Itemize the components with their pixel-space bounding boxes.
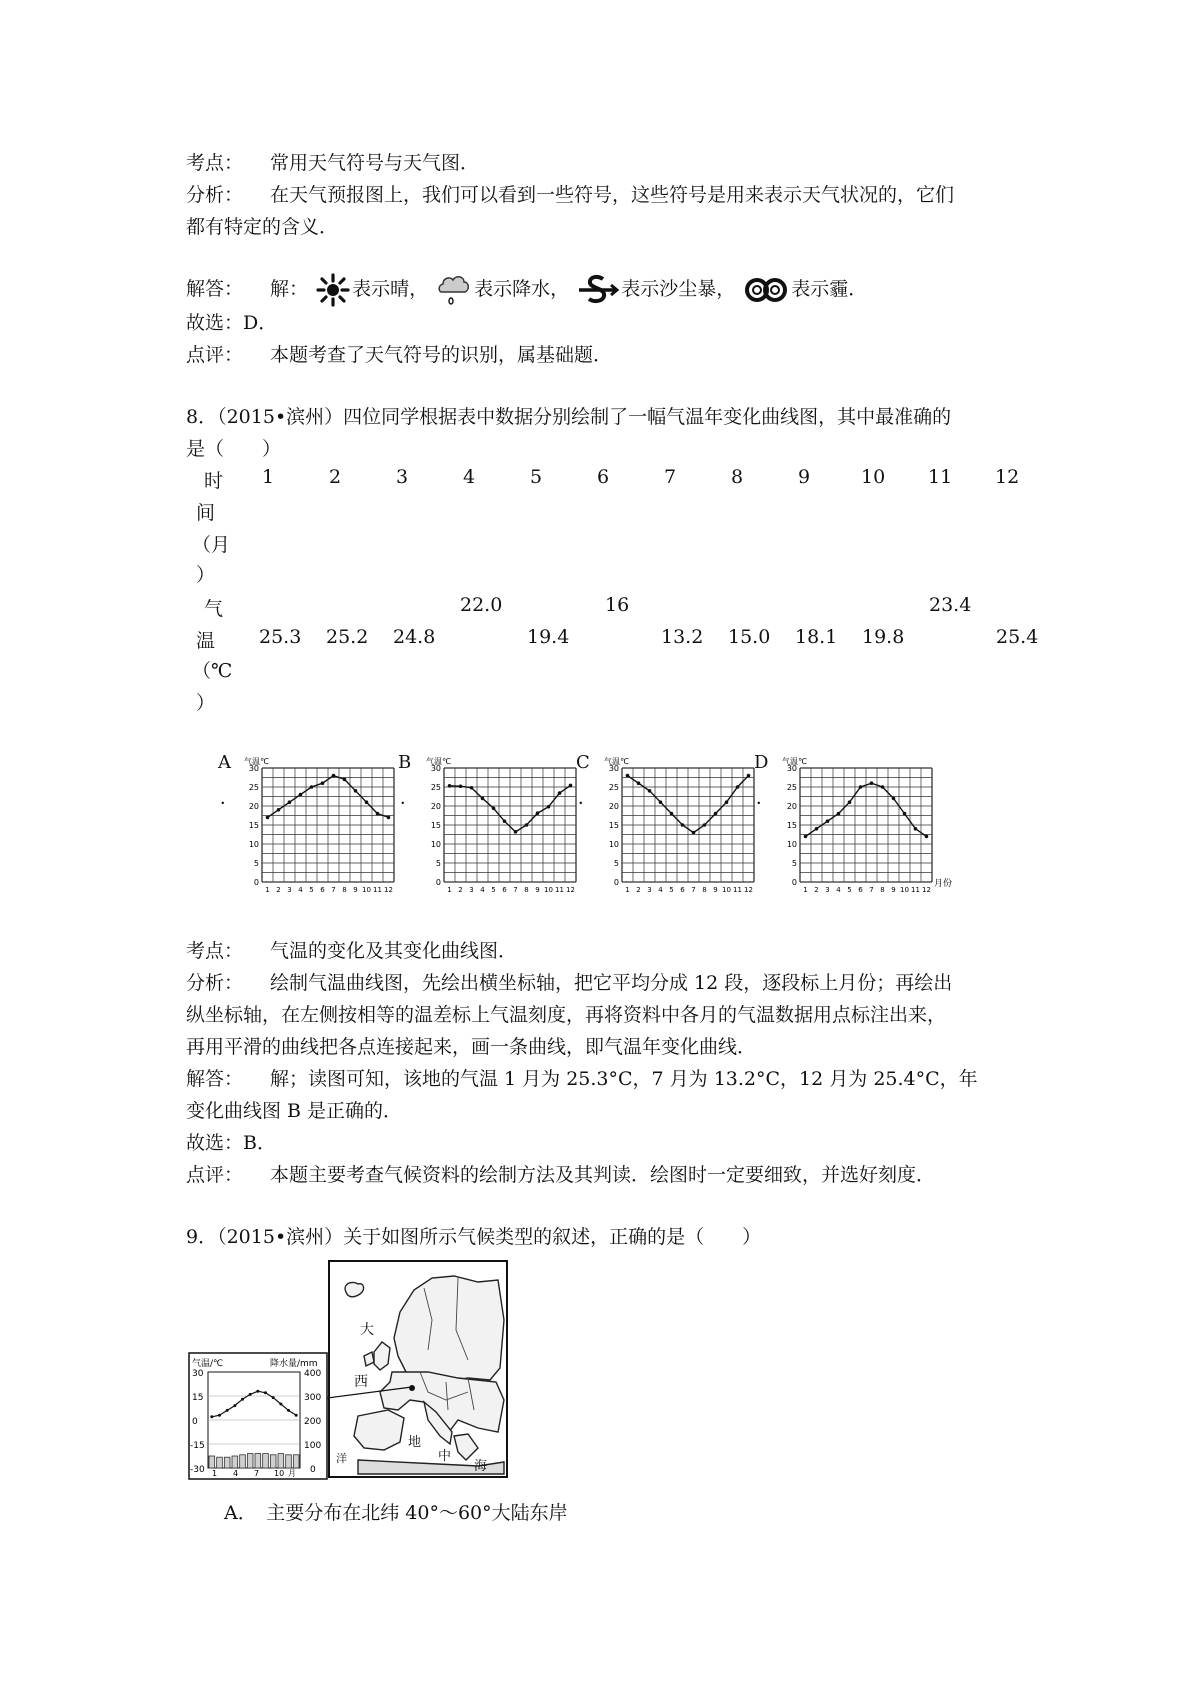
temp-cell: 23.4 [929,594,972,616]
x-tick-label: 12 [922,886,931,894]
y-tick-label: 0 [253,878,259,887]
x-tick-label: 1 [447,886,452,894]
y-tick-label: 20 [608,802,619,811]
x-tick-label: 12 [384,886,393,894]
sym2-text: 表示降水， [474,278,570,300]
temperature-point [354,789,358,793]
temperature-point [343,778,347,782]
temp-cell: 13.2 [661,626,704,648]
precipitation-bar [255,1454,261,1468]
climate-x-tick: 4 [233,1469,239,1478]
temperature-point [881,785,885,789]
x-tick-label: 5 [847,886,852,894]
x-tick-label: 12 [566,886,575,894]
x-tick-label: 9 [535,886,540,894]
climate-x-tick: 1 [212,1469,218,1478]
month-cell: 5 [530,466,543,488]
q8-dianping [186,1160,935,1190]
q7-kaodian [186,148,479,178]
climate-temperature-point [226,1409,229,1412]
x-tick-label: 3 [469,886,474,894]
x-tick-label: 10 [722,886,731,894]
temperature-point [826,819,830,823]
y-tick-label: 5 [435,859,441,868]
map-label-zhong: 中 [438,1449,452,1464]
sandstorm-icon [577,273,619,307]
x-tick-label: 7 [331,886,336,894]
temperature-point [569,784,573,788]
month-cell: 1 [262,466,275,488]
x-tick-label: 2 [814,886,819,894]
chart-ylabel: 气温℃ [604,757,629,766]
temperature-point [626,774,630,778]
x-tick-label: 5 [309,886,314,894]
q7-dianping [186,340,612,370]
y-tick-label: 20 [248,802,259,811]
climate-temperature-point [272,1396,275,1399]
option-a-chart[interactable] [238,754,398,902]
precipitation-bar [278,1454,284,1468]
y-tick-label: 10 [786,840,797,849]
q7-jieda-label: 解答： [186,278,244,300]
temperature-point [448,784,452,788]
precipitation-bar [217,1457,223,1468]
y-tick-label: 25 [786,783,797,792]
climate-temperature-point [249,1393,252,1396]
y-tick-label: 30 [608,764,619,773]
temperature-point [525,823,529,827]
q8-fenxi-line1: 绘制气温曲线图，先绘出横坐标轴，把它平均分成 12 段，逐段标上月份；再绘出 [270,972,953,994]
x-tick-label: 11 [373,886,382,894]
row2-label-part: 气 [204,598,224,620]
temperature-point [659,800,663,804]
y-tick-label: 5 [613,859,619,868]
temperature-point [536,811,540,815]
q8-dianping-text: 本题主要考查气候资料的绘制方法及其判读．绘图时一定要细致，并选好刻度． [270,1164,936,1186]
q9-option-a[interactable]: A． 主要分布在北纬 40°～60°大陆东岸 [224,1502,568,1524]
month-cell: 12 [995,466,1020,488]
temperature-point [503,819,507,823]
y-tick-label: 15 [430,821,441,830]
option-c-dot: ． [578,788,596,809]
climate-temperature-point [218,1414,221,1417]
temperature-point [736,785,740,789]
y-tick-label: 30 [248,764,259,773]
temperature-point [648,789,652,793]
x-tick-label: 7 [691,886,696,894]
climate-right-tick: 400 [304,1369,322,1379]
temperature-point [859,785,863,789]
temperature-point [747,774,751,778]
x-tick-label: 2 [636,886,641,894]
x-tick-label: 9 [891,886,896,894]
q8-stem-line2: 是（ ） [186,438,282,460]
temperature-point [692,831,696,835]
x-tick-label: 10 [544,886,553,894]
precipitation-bar [263,1454,269,1468]
temperature-point [681,823,685,827]
y-tick-label: 30 [430,764,441,773]
x-tick-label: 9 [353,886,358,894]
x-tick-label: 10 [362,886,371,894]
map-label-da: 大 [360,1322,374,1338]
x-tick-label: 4 [836,886,841,894]
q8-jieda-line1: 解；读图可知，该地的气温 1 月为 25.3°C，7 月为 13.2°C，12 月为 25.4°C，年 [270,1068,978,1090]
temperature-point [725,800,729,804]
temperature-point [288,800,292,804]
climate-temperature-point [233,1404,236,1407]
chart-ylabel: 气温℃ [244,757,269,766]
precipitation-bar [232,1456,238,1468]
q8-fenxi-line3: 再用平滑的曲线把各点连接起来，画一条曲线，即气温年变化曲线． [186,1036,757,1058]
q8-dianping-label: 点评： [186,1164,244,1186]
q8-fenxi-line2: 纵坐标轴，在左侧按相等的温差标上气温刻度，再将资料中各月的气温数据用点标注出来， [186,1004,947,1026]
row1-label-part: 时 [204,470,224,492]
climate-x-tick: 月 [288,1469,296,1478]
precipitation-bar [247,1454,253,1468]
month-cell: 10 [861,466,886,488]
x-tick-label: 11 [733,886,742,894]
q7-fenxi [186,180,954,210]
temperature-point [714,812,718,816]
q8-stem-line1: 8．（2015•滨州）四位同学根据表中数据分别绘制了一幅气温年变化曲线图，其中最准确的 [186,406,952,428]
x-tick-label: 1 [265,886,270,894]
y-tick-label: 10 [430,840,441,849]
option-d-chart[interactable] [776,754,960,902]
x-tick-label: 3 [647,886,652,894]
precipitation-bar [240,1455,246,1468]
y-tick-label: 25 [248,783,259,792]
temperature-point [804,835,808,839]
q8-jieda-label: 解答： [186,1068,244,1090]
option-c-letter[interactable]: C [576,752,590,773]
climate-left-tick: 30 [192,1369,204,1379]
x-tick-label: 3 [287,886,292,894]
y-tick-label: 0 [435,878,441,887]
q7-fenxi-line2: 都有特定的含义． [186,216,339,238]
climate-temperature-point [256,1390,259,1393]
climate-right-tick: 100 [304,1441,322,1451]
q8-jieda-line2: 变化曲线图 B 是正确的． [186,1100,403,1122]
temperature-point [870,781,874,785]
row1-label-part: （月 [192,534,231,556]
q7-jieda-prefix: 解： [270,278,309,300]
option-a-dot: ． [220,788,238,809]
rain-cloud-icon [436,272,472,308]
temp-cell: 25.3 [259,626,302,648]
temperature-point [387,816,391,820]
q8-fenxi-label: 分析： [186,972,244,994]
x-tick-label: 6 [858,886,863,894]
temp-cell: 16 [605,594,630,616]
climate-temperature-point [279,1403,282,1406]
chart-ylabel: 气温℃ [426,757,451,766]
climate-right-tick: 200 [304,1417,322,1427]
x-tick-label: 7 [513,886,518,894]
precipitation-bar [286,1455,292,1468]
y-tick-label: 20 [786,802,797,811]
month-cell: 9 [798,466,811,488]
q7-guxuan: 故选：D． [186,312,278,334]
temperature-point [310,785,314,789]
q7-dianping-text: 本题考查了天气符号的识别，属基础题． [270,344,613,366]
q7-fenxi-line1: 在天气预报图上，我们可以看到一些符号，这些符号是用来表示天气状况的，它们 [270,184,955,206]
climate-temperature-point [264,1391,267,1394]
temperature-point [266,816,270,820]
x-tick-label: 5 [491,886,496,894]
map-label-di: 地 [408,1435,422,1450]
option-b-chart[interactable] [420,754,580,902]
y-tick-label: 25 [430,783,441,792]
option-d-letter[interactable]: D [754,752,769,773]
temperature-point [925,835,929,839]
month-cell: 4 [463,466,476,488]
x-tick-label: 8 [880,886,885,894]
q7-fenxi-label: 分析： [186,184,244,206]
map-label-yang: 洋 [336,1452,347,1465]
climate-temperature-point [295,1414,298,1417]
q8-kaodian-text: 气温的变化及其变化曲线图． [270,940,518,962]
x-tick-label: 8 [702,886,707,894]
month-cell: 2 [329,466,342,488]
temperature-point [332,774,336,778]
x-tick-label: 6 [502,886,507,894]
temperature-point [376,812,380,816]
y-tick-label: 10 [248,840,259,849]
q8-kaodian-label: 考点： [186,940,244,962]
option-a-letter[interactable]: A [218,752,231,773]
sun-icon [316,273,350,307]
y-tick-label: 15 [608,821,619,830]
row1-label-part: 间 [196,502,216,524]
y-tick-label: 20 [430,802,441,811]
x-tick-label: 1 [625,886,630,894]
temperature-point [914,827,918,831]
x-tick-label: 4 [658,886,663,894]
temperature-point [365,800,369,804]
row2-label-part: ） [196,692,216,714]
temp-cell: 25.2 [326,626,369,648]
x-tick-label: 4 [480,886,485,894]
y-tick-label: 25 [608,783,619,792]
temperature-point [492,806,496,810]
temp-cell: 24.8 [393,626,436,648]
climate-chart [188,1352,328,1480]
precipitation-bar [224,1457,230,1468]
x-tick-label: 7 [869,886,874,894]
x-tick-label: 9 [713,886,718,894]
x-tick-label: 3 [825,886,830,894]
q7-jieda [186,272,867,308]
europe-map [328,1260,508,1478]
x-tick-label: 8 [342,886,347,894]
temp-cell: 19.4 [527,626,570,648]
y-tick-label: 0 [613,878,619,887]
q8-kaodian [186,936,517,966]
x-tick-label: 1 [803,886,808,894]
temperature-point [637,781,641,785]
row2-label-part: （℃ [192,660,233,682]
x-tick-label: 10 [900,886,909,894]
q8-fenxi [186,968,952,998]
q8-jieda [186,1064,978,1094]
option-b-letter[interactable]: B [398,752,412,773]
precipitation-bar [209,1456,215,1468]
y-tick-label: 30 [786,764,797,773]
climate-left-tick: -15 [190,1441,205,1451]
climate-left-tick: 15 [192,1393,204,1403]
climate-left-tick: 0 [192,1417,198,1427]
y-tick-label: 0 [791,878,797,887]
x-tick-label: 4 [298,886,303,894]
climate-left-tick: -30 [190,1465,205,1475]
y-tick-label: 15 [248,821,259,830]
temperature-point [547,805,551,809]
climate-temperature-point [210,1415,213,1418]
climate-temperature-point [287,1409,290,1412]
temperature-point [514,830,518,834]
temp-cell: 25.4 [996,626,1039,648]
x-tick-label: 5 [669,886,674,894]
temp-cell: 22.0 [460,594,503,616]
y-tick-label: 5 [253,859,259,868]
temp-cell: 19.8 [862,626,905,648]
climate-right-label: 降水量/mm [270,1359,318,1369]
x-unit-label: 月份 [934,879,953,889]
temperature-point [815,827,819,831]
y-tick-label: 10 [608,840,619,849]
temperature-point [837,812,841,816]
q7-kaodian-text: 常用天气符号与天气图． [270,152,480,174]
climate-left-label: 气温/℃ [192,1359,224,1369]
chart-ylabel: 气温℃ [782,757,807,766]
q8-guxuan: 故选：B． [186,1132,276,1154]
climate-x-tick: 10 [274,1469,285,1478]
map-label-hai: 海 [474,1459,488,1474]
temperature-point [848,800,852,804]
temp-cell: 18.1 [795,626,838,648]
y-tick-label: 15 [786,821,797,830]
option-b-dot: ． [400,788,418,809]
temperature-point [481,797,485,801]
month-cell: 7 [664,466,677,488]
option-c-chart[interactable] [598,754,758,902]
month-cell: 11 [928,466,953,488]
x-tick-label: 11 [555,886,564,894]
climate-right-tick: 300 [304,1393,322,1403]
x-tick-label: 12 [744,886,753,894]
temperature-point [321,781,325,785]
row2-label-part: 温 [196,630,216,652]
x-tick-label: 2 [458,886,463,894]
x-tick-label: 6 [320,886,325,894]
climate-right-tick: 0 [310,1465,316,1475]
x-tick-label: 6 [680,886,685,894]
temperature-point [459,784,463,788]
q7-kaodian-label: 考点： [186,152,244,174]
x-tick-label: 2 [276,886,281,894]
climate-temperature-point [241,1398,244,1401]
temperature-point [558,791,562,795]
temperature-point [670,812,674,816]
q9-stem: 9．（2015•滨州）关于如图所示气候类型的叙述，正确的是（ ） [186,1226,762,1248]
map-label-xi: 西 [354,1374,368,1390]
sym4-text: 表示霾． [791,278,868,300]
temperature-point [703,823,707,827]
option-d-dot: ． [756,788,774,809]
x-tick-label: 11 [911,886,920,894]
temperature-point [892,797,896,801]
temperature-point [277,808,281,812]
temp-cell: 15.0 [728,626,771,648]
month-cell: 6 [597,466,610,488]
precipitation-bar [270,1455,276,1468]
temperature-point [299,793,303,797]
month-cell: 3 [396,466,409,488]
month-cell: 8 [731,466,744,488]
climate-x-tick: 7 [254,1469,260,1478]
temperature-point [470,786,474,790]
precipitation-bar [293,1455,299,1468]
sym1-text: 表示晴， [352,278,429,300]
sym3-text: 表示沙尘暴， [621,278,736,300]
y-tick-label: 5 [791,859,797,868]
x-tick-label: 8 [524,886,529,894]
haze-icon [743,273,789,307]
q7-dianping-label: 点评： [186,344,244,366]
row1-label-part: ） [196,564,216,586]
temperature-point [903,812,907,816]
